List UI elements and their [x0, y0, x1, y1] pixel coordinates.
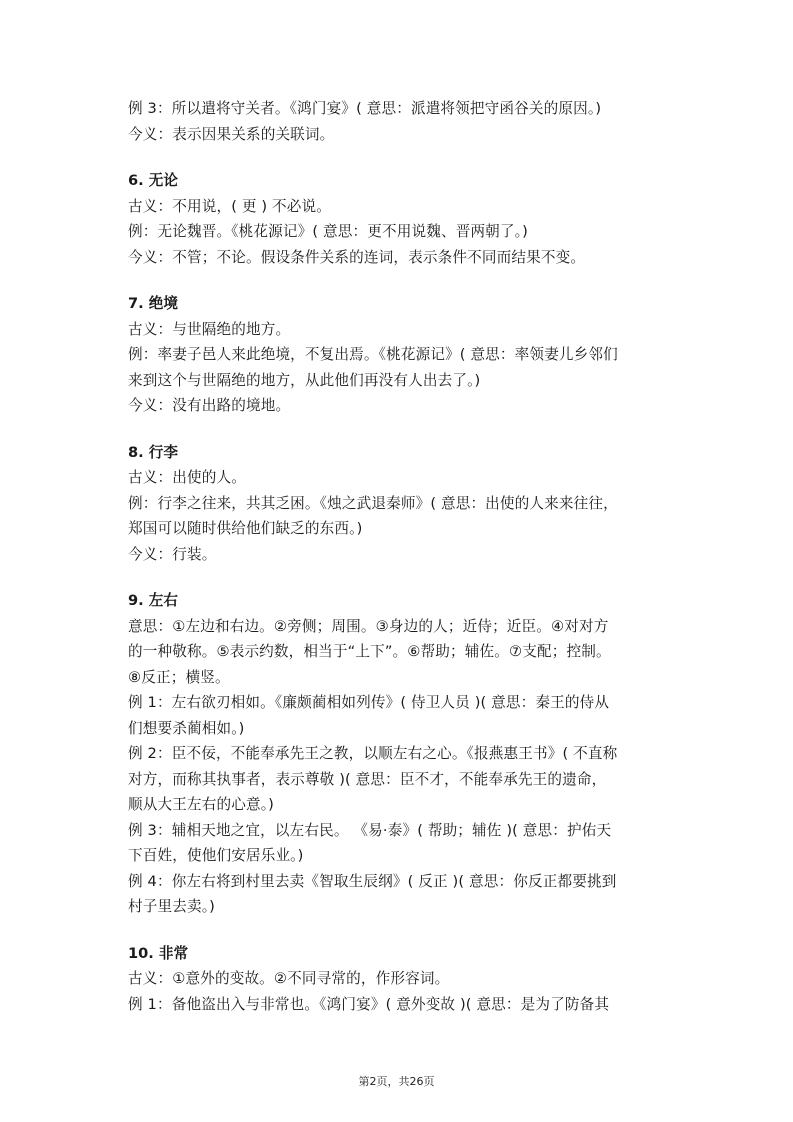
section-wulun — [128, 168, 673, 270]
page-number-footer: 第2页，共26页 — [358, 1075, 435, 1088]
section-heading: 10. 非常 — [128, 944, 189, 962]
text-line: 今义：没有出路的境地。 — [128, 397, 291, 414]
section-heading: 9. 左右 — [128, 592, 178, 609]
text-line: 对方，而称其执事者，表示尊敬 )( 意思：臣不才，不能奉承先王的遗命， — [128, 770, 607, 788]
text-line: 今义：行装。 — [128, 545, 217, 563]
text-line: 例 4：你左右将到村里去卖《智取生辰纲》( 反正 )( 意思：你反正都要挑到 — [128, 872, 617, 890]
section-xingli — [128, 440, 673, 568]
text-line: 例 1：左右欲刃相如。《廉颇蔺相如列传》( 侍卫人员 )( 意思：秦王的侍从 — [128, 694, 610, 711]
text-line: 古义：不用说，( 更 ) 不必说。 — [128, 197, 331, 215]
text-line: 例：率妻子邑人来此绝境，不复出焉。《桃花源记》( 意思：率领妻儿乡邻们 — [128, 346, 618, 363]
text-line: 例 3：所以遣将守关者。《鸿门宴》( 意思：派遣将领把守函谷关的原因。) — [128, 100, 602, 117]
document-page — [128, 96, 673, 1017]
text-line: 例 2：臣不佞，不能奉承先王之教，以顺左右之心。《报燕惠王书》( 不直称 — [128, 745, 618, 762]
section-juejing — [128, 291, 673, 419]
text-line: 例：行李之往来，共其乏困。《烛之武退秦师》( 意思：出使的人来来往往， — [128, 494, 618, 512]
intro-block — [128, 96, 673, 147]
section-feichang — [128, 941, 673, 1018]
text-line: 古义：出使的人。 — [128, 469, 246, 486]
text-line: 古义：①意外的变故。②不同寻常的，作形容词。 — [128, 970, 450, 987]
section-heading: 7. 绝境 — [128, 295, 178, 312]
text-line: 例 3：辅相天地之宜，以左右民。 《易·泰》( 帮助；辅佐 )( 意思：护佑天 — [128, 821, 612, 839]
text-line: 古义：与世隔绝的地方。 — [128, 320, 291, 338]
text-line: 例：无论魏晋。《桃花源记》( 意思：更不用说魏、晋两朝了。) — [128, 223, 528, 240]
text-line: 们想要杀蔺相如。) — [128, 719, 245, 737]
text-line: ⑧反正；横竖。 — [128, 668, 230, 686]
text-line: 今义：不管；不论。假设条件关系的连词，表示条件不同而结果不变。 — [128, 248, 586, 266]
text-line: 郑国可以随时供给他们缺乏的东西。) — [128, 520, 363, 537]
section-zuoyou — [128, 588, 673, 920]
text-line: 意思：①左边和右边。②旁侧；周围。③身边的人；近侍；近臣。④对对方 — [128, 617, 609, 635]
text-line: 来到这个与世隔绝的地方，从此他们再没有人出去了。) — [128, 371, 481, 389]
text-line: 顺从大王左右的心意。) — [128, 796, 274, 813]
text-line: 下百姓，使他们安居乐业。) — [128, 847, 304, 864]
text-line: 村子里去卖。) — [128, 898, 216, 915]
text-line: 今义：表示因果关系的关联词。 — [128, 125, 335, 143]
text-line: 的一种敬称。⑤表示约数，相当于“上下”。⑥帮助；辅佐。⑦支配；控制。 — [128, 643, 611, 660]
section-heading: 6. 无论 — [128, 172, 178, 189]
text-line: 例 1：备他盗出入与非常也。《鸿门宴》( 意外变故 )( 意思：是为了防备其 — [128, 995, 610, 1013]
section-heading: 8. 行李 — [128, 443, 178, 461]
